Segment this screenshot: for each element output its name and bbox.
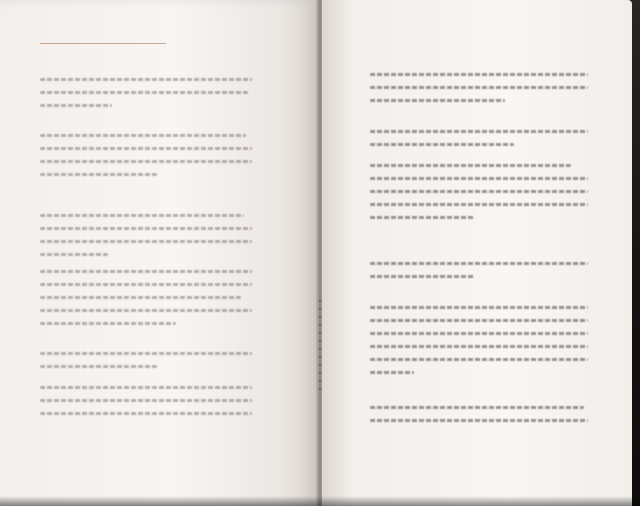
page-bottom-shadow xyxy=(0,496,640,506)
text-line xyxy=(370,358,588,361)
text-paragraph xyxy=(370,306,588,384)
text-line xyxy=(40,173,157,176)
text-line xyxy=(40,309,252,312)
text-paragraph xyxy=(370,406,588,432)
text-line xyxy=(40,322,176,325)
text-line xyxy=(40,399,252,402)
text-line xyxy=(370,164,571,167)
text-paragraph xyxy=(370,262,588,288)
text-line xyxy=(40,91,248,94)
text-paragraph xyxy=(40,214,252,266)
text-line xyxy=(370,203,588,206)
text-line xyxy=(40,104,112,107)
text-line xyxy=(370,177,588,180)
text-line xyxy=(40,78,252,81)
text-paragraph xyxy=(40,352,252,378)
chapter-header-rule xyxy=(40,40,166,46)
text-line xyxy=(370,130,588,133)
text-line xyxy=(370,406,584,409)
text-line xyxy=(40,386,252,389)
text-line xyxy=(370,371,414,374)
text-paragraph xyxy=(40,386,252,425)
text-line xyxy=(40,227,252,230)
text-line xyxy=(370,419,588,422)
text-paragraph xyxy=(40,134,252,186)
text-paragraph xyxy=(370,130,588,156)
text-paragraph xyxy=(370,164,588,229)
text-paragraph xyxy=(40,78,252,117)
text-line xyxy=(40,214,244,217)
left-page xyxy=(0,0,318,506)
text-line xyxy=(370,216,475,219)
text-line xyxy=(370,332,588,335)
text-line xyxy=(370,319,588,322)
text-line xyxy=(40,412,252,415)
text-line xyxy=(40,352,252,355)
right-page xyxy=(322,0,632,506)
text-line xyxy=(370,73,588,76)
text-line xyxy=(40,240,252,243)
text-line xyxy=(40,134,246,137)
text-line xyxy=(370,306,588,309)
text-line xyxy=(370,190,588,193)
text-paragraph xyxy=(370,73,588,112)
text-line xyxy=(40,160,252,163)
text-line xyxy=(370,345,588,348)
text-line xyxy=(40,147,252,150)
text-line xyxy=(370,86,588,89)
text-line xyxy=(40,296,241,299)
text-line xyxy=(370,262,588,265)
text-line xyxy=(40,365,157,368)
binding-stitches xyxy=(319,300,321,390)
text-line xyxy=(370,99,505,102)
text-line xyxy=(370,143,514,146)
text-paragraph xyxy=(40,270,252,335)
text-line xyxy=(40,283,252,286)
text-line xyxy=(370,275,475,278)
text-line xyxy=(40,270,252,273)
text-line xyxy=(40,253,108,256)
